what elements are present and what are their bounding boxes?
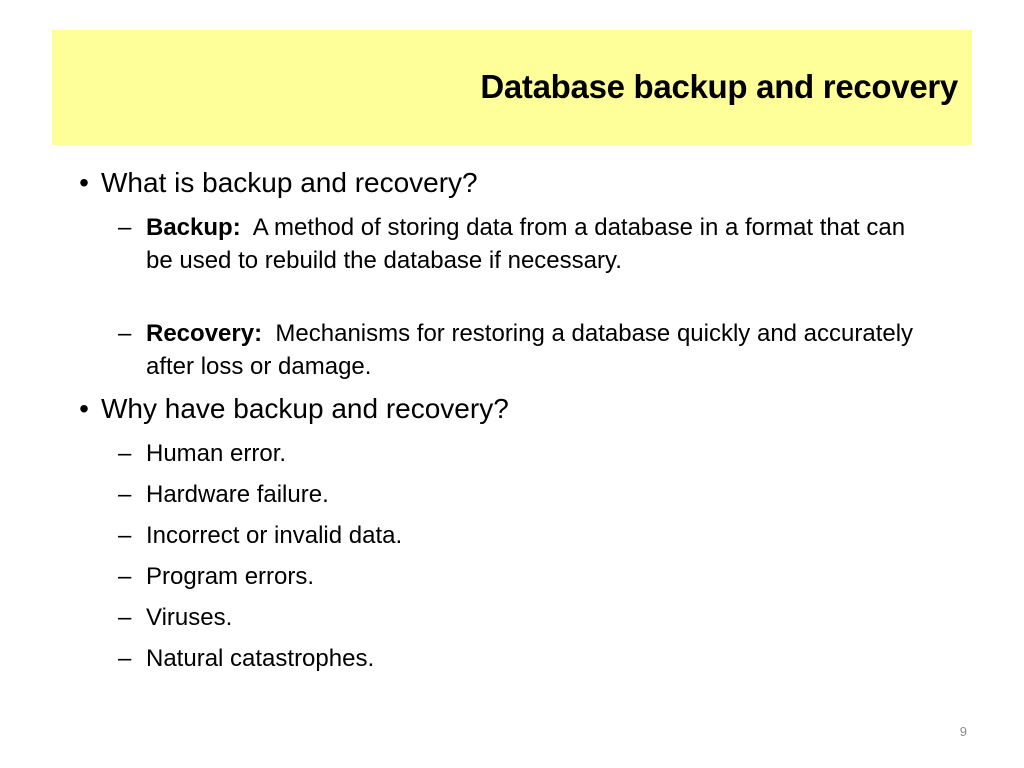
sub-bullet-text: Hardware failure. [146, 481, 329, 508]
sub-bullet-item [118, 601, 918, 634]
sub-bullet-item [118, 478, 918, 511]
sub-bullet-text: Human error. [146, 440, 287, 467]
bullet-dot-icon: • [79, 393, 89, 424]
sub-bullet-text: Mechanisms for restoring a database quickly and accurately after loss or damage. [146, 320, 914, 380]
sub-bullet-item [118, 560, 918, 593]
sub-bullet-text: Viruses. [146, 604, 233, 631]
dash-icon: – [118, 563, 132, 590]
bullet-text: What is backup and recovery? [101, 167, 478, 198]
sub-bullet-item [118, 519, 918, 552]
sub-bullet-item [118, 642, 918, 675]
sub-bullet-text: A method of storing data from a database in a format that can be used to rebuild the database if necessary. [146, 214, 906, 274]
slide-title: Database backup and recovery [480, 68, 958, 105]
dash-icon: – [118, 645, 132, 672]
dash-icon: – [118, 481, 132, 508]
term-label: Backup: [146, 214, 241, 241]
page-number: 9 [959, 724, 967, 739]
sub-bullet-item [118, 211, 918, 277]
sub-bullet-item [118, 437, 918, 470]
dash-icon: – [118, 440, 132, 467]
sub-bullet-item [118, 317, 918, 383]
sub-bullet-text: Program errors. [146, 563, 315, 590]
dash-icon: – [118, 604, 132, 631]
dash-icon: – [118, 522, 132, 549]
term-label: Recovery: [146, 320, 263, 347]
dash-icon: – [118, 320, 132, 347]
bullet-text: Why have backup and recovery? [101, 393, 509, 424]
sub-bullet-text: Incorrect or invalid data. [146, 522, 403, 549]
dash-icon: – [118, 214, 132, 241]
bullet-dot-icon: • [79, 167, 89, 198]
sub-bullet-text: Natural catastrophes. [146, 645, 375, 672]
